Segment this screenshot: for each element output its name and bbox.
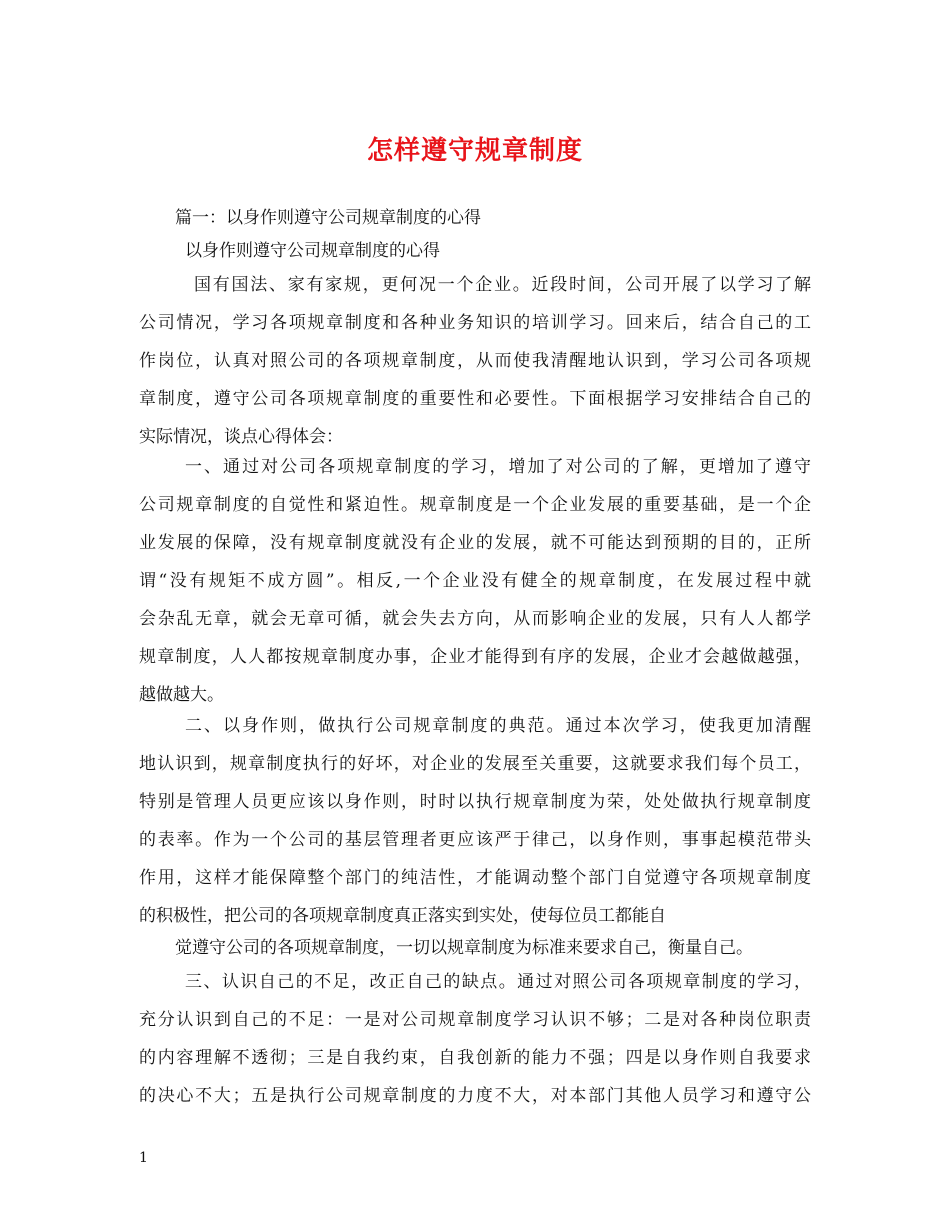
paragraph-line: 二、以身作则，做执行公司规章制度的典范。通过本次学习，使我更加清醒 [185,716,811,736]
paragraph-line: 公司规章制度的自觉性和紧迫性。规章制度是一个企业发展的重要基础，是一个企 [139,495,811,515]
paragraph-line: 业发展的保障，没有规章制度就没有企业的发展，就不可能达到预期的目的，正所 [139,533,811,553]
section-heading: 篇一：以身作则遵守公司规章制度的心得 [175,208,481,228]
page-number: 1 [139,1150,148,1166]
paragraph-line: 一、通过对公司各项规章制度的学习，增加了对公司的了解，更增加了遵守 [185,457,811,477]
paragraph-line: 规章制度，人人都按规章制度办事，企业才能得到有序的发展，企业才会越做越强， [139,647,811,667]
paragraph-line: 谓“没有规矩不成方圆”。相反,一个企业没有健全的规章制度，在发展过程中就 [139,571,811,591]
paragraph-line: 的积极性，把公司的各项规章制度真正落实到实处，使每位员工都能自 [139,906,666,926]
paragraph-line: 三、认识自己的不足，改正自己的缺点。通过对照公司各项规章制度的学习， [185,972,811,992]
paragraph-line: 地认识到，规章制度执行的好坏，对企业的发展至关重要，这就要求我们每个员工， [139,754,811,774]
paragraph-line: 作岗位，认真对照公司的各项规章制度，从而使我清醒地认识到，学习公司各项规 [139,351,811,371]
paragraph-line: 特别是管理人员更应该以身作则，时时以执行规章制度为荣，处处做执行规章制度 [139,792,811,812]
paragraph-line: 越做越大。 [139,685,224,705]
paragraph-line: 章制度，遵守公司各项规章制度的重要性和必要性。下面根据学习安排结合自己的 [139,389,811,409]
paragraph-line: 的内容理解不透彻；三是自我约束，自我创新的能力不强；四是以身作则自我要求 [139,1048,811,1068]
paragraph-line: 的决心不大；五是执行公司规章制度的力度不大，对本部门其他人员学习和遵守公 [139,1086,811,1106]
paragraph-line: 充分认识到自己的不足：一是对公司规章制度学习认识不够；二是对各种岗位职责 [139,1010,811,1030]
paragraph-line: 公司情况，学习各项规章制度和各种业务知识的培训学习。回来后，结合自己的工 [139,313,811,333]
sub-heading: 以身作则遵守公司规章制度的心得 [185,241,440,261]
document-title: 怎样遵守规章制度 [366,136,583,166]
paragraph-line: 的表率。作为一个公司的基层管理者更应该严于律己，以身作则，事事起模范带头 [139,830,811,850]
paragraph-line: 作用，这样才能保障整个部门的纯洁性，才能调动整个部门自觉遵守各项规章制度 [139,868,811,888]
paragraph-line: 觉遵守公司的各项规章制度，一切以规章制度为标准来要求自己，衡量自己。 [175,938,753,958]
paragraph-line: 国有国法、家有家规，更何况一个企业。近段时间，公司开展了以学习了解 [194,275,811,295]
paragraph-line: 会杂乱无章，就会无章可循，就会失去方向，从而影响企业的发展，只有人人都学 [139,609,811,629]
paragraph-line: 实际情况，谈点心得体会： [139,427,343,447]
